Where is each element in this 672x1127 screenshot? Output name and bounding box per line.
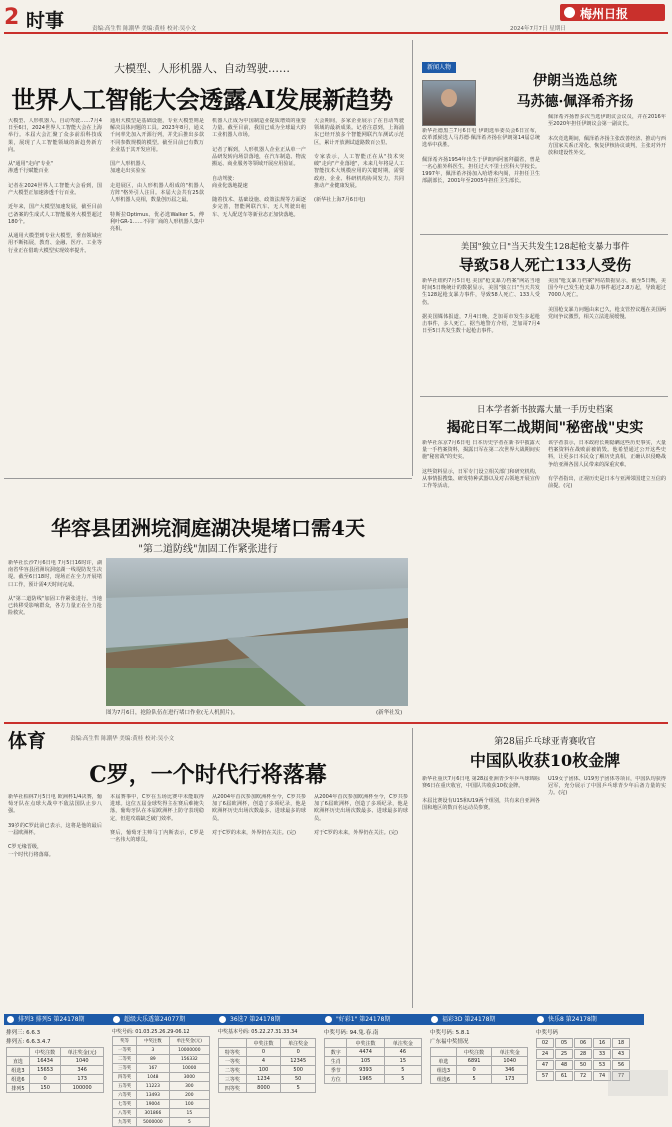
keno-number: 25 — [555, 1049, 573, 1059]
iran-col-1: 新华社德黑兰7月6日电 伊朗选举委员会6日宣布，改革派候选人马苏德·佩泽希齐扬在伊朗第14届总统选举中获胜。 佩泽希齐扬1954年出生于伊朗西阿塞拜疆省，曾是一名心脏外科医生，担任过大不里士医科大学校长。1997年，佩泽希齐扬加入哈塔米内阁，并担任卫生部副部长，2001年至2005年担任卫生部长。 — [422, 128, 540, 185]
th: 中奖注数 — [246, 1039, 281, 1048]
cell: 19004 — [137, 1100, 170, 1109]
divider — [420, 396, 668, 397]
cell: 3000 — [169, 1073, 209, 1082]
sports-editors: 责编:高生哲 陈潮华 美编:黄桂 校对:吴小文 — [70, 736, 175, 742]
lotto5-line2: 广东福中奖情况 — [430, 1039, 469, 1045]
portrait-photo — [422, 80, 476, 126]
cr7-col-1: 新华社柏林7月5日电 欧洲杯1/4决赛，葡萄牙队在点球大战中不敌法国队止步八强。 39岁的C罗此前已表示，这将是他的最后一届欧洲杯。 C罗无缘晋级， 一个时代行将落幕。 — [8, 794, 102, 858]
cell: 六等奖 — [113, 1091, 137, 1100]
keno-number: 02 — [536, 1038, 554, 1048]
usa-col-2: 美国"枪支暴力档案"网站数据显示，截至5日晚，美国今年已发生枪支暴力事件超过2.8万起，导致超过7000人死亡。 美国枪支暴力问题由来已久，枪支管控议题在美国两党间争议激烈，相关立法进展缓慢。 — [548, 278, 666, 321]
lotto4-line1: 中奖号码: 94.兔.春.南 — [324, 1030, 379, 1036]
sports-rule — [4, 722, 668, 724]
keno-number: 74 — [593, 1071, 611, 1081]
th: 单注奖金(元) — [61, 1048, 104, 1057]
keno-number: 06 — [574, 1038, 592, 1048]
keno-number: 28 — [574, 1049, 592, 1059]
cell: 5 — [384, 1066, 421, 1075]
lotto-head-3 — [216, 1014, 330, 1025]
keno-number: 57 — [536, 1071, 554, 1081]
cell: 173 — [492, 1075, 528, 1084]
cell: 1965 — [347, 1075, 384, 1084]
header-rule — [4, 32, 668, 34]
cell: 1040 — [492, 1057, 528, 1066]
cell: 12345 — [281, 1057, 316, 1066]
cell: 6891 — [456, 1057, 492, 1066]
ai-col-2: 通用大模型是基础设施，专业大模型则是解决具体问题的工具。2023年8月，通义千问率先加入开源行列，并先后推出多款不同参数规模的模型。截至目前已有数万企业基于其开发应用。 国产人形机器人 加速走出实验室 走进展区，由人形机器人组成的"机器人方阵"格外引人注目。本届大会共有25款人形机器人亮相，数量创历届之最。 特斯拉Optimus、优必选Walker S、傅利叶GR-1……不同厂商的人形机器人集中亮相。 — [110, 118, 204, 233]
cell: 5000000 — [137, 1118, 170, 1127]
column-divider — [412, 728, 413, 1008]
flood-col-1: 新华社长沙7月6日电 7月5日16时许，湖南省华容县团洲垸洞庭湖一线堤防发生决堤。截至6日18时，现场正在全力开展堵口工作，预计需4天时间完成。 从"第二道防线"加固工作紧张进行。当地已转移受影响群众，各方力量正在全力抢险救灾。 — [8, 560, 102, 617]
th: 中奖注数 — [137, 1037, 170, 1046]
divider — [4, 478, 412, 479]
flood-subtitle: "第二道防线"加固工作紧张进行 — [138, 544, 278, 555]
ai-kicker: 大模型、人形机器人、自动驾驶…… — [114, 62, 290, 75]
cell: 346 — [61, 1066, 104, 1075]
flood-headline: 华容县团洲垸洞庭湖决堤堵口需4天 — [51, 516, 365, 540]
lottery-ball-icon — [7, 1016, 14, 1023]
cell: 10000 — [169, 1064, 209, 1073]
keno-number: 53 — [593, 1060, 611, 1070]
lotto4-table — [324, 1038, 422, 1084]
cell: 5 — [281, 1084, 316, 1093]
cell: 三等奖 — [219, 1075, 247, 1084]
th — [219, 1039, 247, 1048]
cell: 105 — [347, 1057, 384, 1066]
flood-caption: 图为7月6日，抢险队伍在进行堵口作业(无人机照片)。 — [106, 710, 239, 716]
th: 中奖注数 — [347, 1039, 384, 1048]
usa-kicker: 美国"独立日"当天共发生128起枪支暴力事件 — [460, 242, 630, 252]
lotto-head-6 — [534, 1014, 644, 1025]
cell: 100000 — [61, 1084, 104, 1093]
cell: 100 — [169, 1100, 209, 1109]
iran-title-1: 伊朗当选总统 — [533, 73, 617, 89]
th: 单注奖金 — [492, 1048, 528, 1057]
keno-number: 43 — [612, 1049, 630, 1059]
lotto-head-1 — [4, 1014, 118, 1025]
cell: 组选3 — [431, 1066, 457, 1075]
keno-number: 77 — [612, 1071, 630, 1081]
cell: 46 — [384, 1048, 421, 1057]
sports-section-title: 体育 — [8, 730, 47, 752]
lotto-head-2 — [110, 1014, 224, 1025]
logo-icon — [564, 7, 575, 18]
cell: 15 — [384, 1057, 421, 1066]
keno-number: 16 — [593, 1038, 611, 1048]
cell: 167 — [137, 1064, 170, 1073]
th — [7, 1048, 30, 1057]
cell: 组选6 — [7, 1075, 30, 1084]
japan-kicker: 日本学者新书披露大量一手历史档案 — [476, 405, 613, 415]
news-person-badge — [422, 62, 456, 73]
cell: 301866 — [137, 1109, 170, 1118]
cell: 16434 — [29, 1057, 60, 1066]
cell: 0 — [281, 1048, 316, 1057]
lotto-head-4 — [322, 1014, 436, 1025]
keno-number: 72 — [574, 1071, 592, 1081]
cr7-headline: C罗，一个时代行将落幕 — [89, 762, 327, 788]
divider — [420, 234, 668, 235]
cr7-col-3: 从2004年首次参加欧洲杯至今，C罗共参加了6届欧洲杯，创造了多项纪录，他是欧洲杯历史出场次数最多、进球最多的球员。 对于C罗的未来，外界仍在关注。(完) — [212, 794, 306, 837]
lottery-ball-icon — [537, 1016, 544, 1023]
lotto-title: 福彩3D 第24178期 — [442, 1016, 496, 1023]
lotto2-line1: 中奖号码: 01.03.25.26.29-06.12 — [112, 1029, 190, 1035]
cell: 1234 — [246, 1075, 281, 1084]
cell: 四等奖 — [219, 1084, 247, 1093]
cell: 八等奖 — [113, 1109, 137, 1118]
cell: 13493 — [137, 1091, 170, 1100]
cell: 季节 — [325, 1066, 347, 1075]
lotto-title: 快乐8 第24178期 — [548, 1016, 597, 1023]
cell: 4474 — [347, 1048, 384, 1057]
cell: 一等奖 — [113, 1046, 137, 1055]
logo-text: 梅州日报 — [580, 7, 629, 21]
cell: 0 — [29, 1075, 60, 1084]
cell: 156332 — [169, 1055, 209, 1064]
keno-number: 05 — [555, 1038, 573, 1048]
lotto-title: 排列3 排列5 第24178期 — [18, 1016, 85, 1023]
cell: 组选3 — [7, 1066, 30, 1075]
lottery-ball-icon — [431, 1016, 438, 1023]
ai-col-4: 大会期间，多家企业展示了在自动驾驶领域的最新成果。记者注意到，上海浦东已经开放多个智能网联汽车测试示范区，累计开放测试道路数百公里。 专家表示，人工智能正在从"技术突破"走向"产业落地"，未来几年将是人工智能技术大规模应用的关键时期，需要政府、企业、科研机构协同发力，共同推动产业健康发展。 (新华社上海7月6日电) — [314, 118, 404, 204]
cell: 特等奖 — [219, 1048, 247, 1057]
cell: 500 — [281, 1066, 316, 1075]
lotto2-table — [112, 1036, 210, 1127]
cell: 4 — [246, 1057, 281, 1066]
cell: 排列5 — [7, 1084, 30, 1093]
cell: 11223 — [137, 1082, 170, 1091]
th: 奖等 — [113, 1037, 137, 1046]
pingpong-col-1: 新华社重庆7月6日电 第28届亚洲青少年乒乓球锦标赛6日在重庆收官，中国队共收获10枚金牌。 本届比赛设有U15和U19两个组别，共有来自亚洲各国和地区的数百名运动员参赛。 — [422, 776, 540, 811]
cell: 3 — [137, 1046, 170, 1055]
lotto-title: 超级大乐透第24077期 — [124, 1016, 186, 1023]
cell: 0 — [456, 1066, 492, 1075]
lotto5-table — [430, 1047, 528, 1084]
flood-photo — [106, 558, 408, 706]
th: 中奖注数 — [29, 1048, 60, 1057]
section-title: 时事 — [26, 10, 65, 32]
cell: 生肖 — [325, 1057, 347, 1066]
cell: 50 — [281, 1075, 316, 1084]
lotto-title: "好彩1" 第24178期 — [336, 1016, 391, 1023]
cell: 1040 — [61, 1057, 104, 1066]
cell: 数字 — [325, 1048, 347, 1057]
cell: 100 — [246, 1066, 281, 1075]
ai-headline: 世界人工智能大会透露AI发展新趋势 — [11, 85, 393, 114]
cell: 150 — [29, 1084, 60, 1093]
badge-label: 新闻人物 — [427, 64, 452, 71]
cell: 300 — [169, 1082, 209, 1091]
lotto5-line1: 中奖号码: 5.8.1 — [430, 1030, 470, 1036]
th: 单注奖金 — [281, 1039, 316, 1048]
lottery-ball-icon — [325, 1016, 332, 1023]
person-head-icon — [441, 89, 457, 107]
keno-number: 18 — [612, 1038, 630, 1048]
ai-col-3: 机器人正成为中国制造业提质增效的重要力量。截至目前，我国已成为全球最大的工业机器人市场。 记者了解到，人形机器人企业正从单一产品研发转向场景落地，在汽车制造、物流搬运、商业服务等领域开展应用验证。 自动驾驶： 商业化落地提速 随着技术、基础设施、政策法规等方面逐步完善，智能网联汽车、无人驾驶出租车、无人配送车等新业态正加快落地。 — [212, 118, 306, 218]
cell: 九等奖 — [113, 1118, 137, 1127]
pingpong-headline: 中国队收获10枚金牌 — [469, 751, 621, 770]
keno-number: 50 — [574, 1060, 592, 1070]
cell: 9393 — [347, 1066, 384, 1075]
lottery-ball-icon — [113, 1016, 120, 1023]
cell: 15 — [169, 1109, 209, 1118]
cr7-col-2: 本届赛事中，C罗在五场比赛中未能取得进球。这位五届金球奖得主在赛后难掩失落，葡萄牙队在本届欧洲杯上防守表现稳定，但进攻端缺乏破门效率。 赛后，葡萄牙主帅马丁内斯表示，C罗是一名伟大的球员。 — [110, 794, 204, 844]
cell: 5 — [384, 1075, 421, 1084]
cell: 200 — [169, 1091, 209, 1100]
lotto3-table — [218, 1038, 316, 1093]
lotto6-line1: 中奖号码 — [536, 1030, 559, 1036]
th: 单注奖金(元) — [169, 1037, 209, 1046]
cell: 8000 — [246, 1084, 281, 1093]
cr7-col-4: 从2004年首次参加欧洲杯至今，C罗共参加了6届欧洲杯，创造了多项纪录，他是欧洲杯历史出场次数最多、进球最多的球员。 对于C罗的未来，外界仍在关注。(完) — [314, 794, 408, 837]
cell: 组选6 — [431, 1075, 457, 1084]
usa-col-1: 新华社纽约7月5日电 美国"枪支暴力档案"网站当地时间5日晚统计的数据显示，美国"独立日"当天共发生128起枪支暴力事件，导致58人死亡、133人受伤。 据美国媒体报道，7月4日晚，芝加哥市发生多起枪击事件，多人死亡。据当地警方介绍，芝加哥7月4日至5日共发生数十起枪击事件。 — [422, 278, 540, 335]
japan-col-2: 该学者表示，日本政府长期隐瞒这些历史事实，大量档案资料在战败前被销毁。他希望通过公开这些史料，让更多日本民众了解历史真相，正确认识侵略战争给亚洲各国人民带来的深重灾难。 有学者指出，正视历史是日本与亚洲邻国建立互信的前提。(完) — [548, 440, 666, 490]
lottery-ball-icon — [219, 1016, 226, 1023]
japan-headline: 揭砣日军二战期间"秘密战"史实 — [446, 420, 644, 436]
cell: 15653 — [29, 1066, 60, 1075]
japan-col-1: 新华社东京7月6日电 日本历史学者在新书中披露大量一手档案资料，揭露日军在第二次世界大战期间实施"秘密战"的史实。 这些资料显示，日军专门设立相关部门和研究机构，从事情报搜集、研发特种武器以及对占领地开展宣传工作等活动。 — [422, 440, 540, 490]
iran-title-2: 马苏德·佩泽希齐扬 — [516, 94, 634, 110]
page-number: 2 — [4, 5, 20, 30]
header-date: 2024年7月7日 星期日 — [510, 26, 566, 32]
keno-number: 33 — [593, 1049, 611, 1059]
keno-number: 47 — [536, 1060, 554, 1070]
lotto-head-5 — [428, 1014, 542, 1025]
cell: 五等奖 — [113, 1082, 137, 1091]
cell: 1048 — [137, 1073, 170, 1082]
lotto1-line2: 排列五: 6.6.3.4.7 — [6, 1039, 51, 1045]
keno-number: 61 — [555, 1071, 573, 1081]
cell: 方位 — [325, 1075, 347, 1084]
th: 单注奖金 — [384, 1039, 421, 1048]
lotto-title: 36选7 第24178期 — [230, 1016, 281, 1023]
ai-col-1: 大模型、人形机器人、自动驾驶……7月4日至6日，2024世界人工智能大会在上海举行。本届大会汇聚了众多前沿科技成果，展现了人工智能领域的新趋势新方向。 从"通用"走向"专业" 渗透千行赋能百业 记者在2024世界人工智能大会看到，国产大模型正加速渗透千行百业。 近年来，国产大模型加速发展，截至目前已备案的生成式人工智能服务大模型超过180个。 从通用大模型到专业大模型，垂直领域应用不断拓展，教育、金融、医疗、工业等行业正在借助大模型实现效率提升。 — [8, 118, 102, 254]
th — [325, 1039, 347, 1048]
cell: 直选 — [7, 1057, 30, 1066]
cell: 二等奖 — [113, 1055, 137, 1064]
cell: 173 — [61, 1075, 104, 1084]
watermark — [608, 1070, 668, 1096]
keno-number: 56 — [612, 1060, 630, 1070]
lotto1-table — [6, 1047, 104, 1093]
newspaper-logo — [560, 4, 665, 21]
header-editors: 责编:高生哲 陈潮华 美编:黄桂 校对:吴小文 — [92, 26, 197, 32]
cell: 89 — [137, 1055, 170, 1064]
usa-headline: 导致58人死亡133人受伤 — [458, 256, 632, 274]
cell: 5 — [169, 1118, 209, 1127]
cell: 单选 — [431, 1057, 457, 1066]
cell: 七等奖 — [113, 1100, 137, 1109]
lotto1-line1: 排列三: 6.6.3 — [6, 1030, 41, 1036]
cell: 346 — [492, 1066, 528, 1075]
flood-scene-svg — [106, 558, 408, 706]
th: 中奖注数 — [456, 1048, 492, 1057]
pingpong-col-2: U19女子团体、U19男子团体等项目，中国队均获得冠军，充分展示了中国乒乓球青少年后备力量的实力。(完) — [548, 776, 666, 797]
keno-number: 48 — [555, 1060, 573, 1070]
th — [431, 1048, 457, 1057]
cell: 10000000 — [169, 1046, 209, 1055]
cell: 0 — [246, 1048, 281, 1057]
column-divider — [412, 40, 413, 476]
cell: 5 — [456, 1075, 492, 1084]
cell: 一等奖 — [219, 1057, 247, 1066]
iran-col-2: 佩泽希齐扬曾多次当选伊朗议会议员，并在2016年至2020年担任伊朗议会第一副议长。 本次竞选期间，佩泽希齐扬主张改善经济、推动与西方国家关系正常化、恢复伊核协议谈判，主张对外开放和建设性外交。 — [548, 114, 666, 157]
pingpong-kicker: 第28届乒乓球亚青赛收官 — [494, 737, 596, 747]
keno-number: 24 — [536, 1049, 554, 1059]
cell: 四等奖 — [113, 1073, 137, 1082]
cell: 三等奖 — [113, 1064, 137, 1073]
cell: 二等奖 — [219, 1066, 247, 1075]
flood-credit: (新华社发) — [376, 710, 403, 716]
lotto3-line1: 中奖基本号码: 05.22.27.31.33.34 — [218, 1029, 298, 1035]
